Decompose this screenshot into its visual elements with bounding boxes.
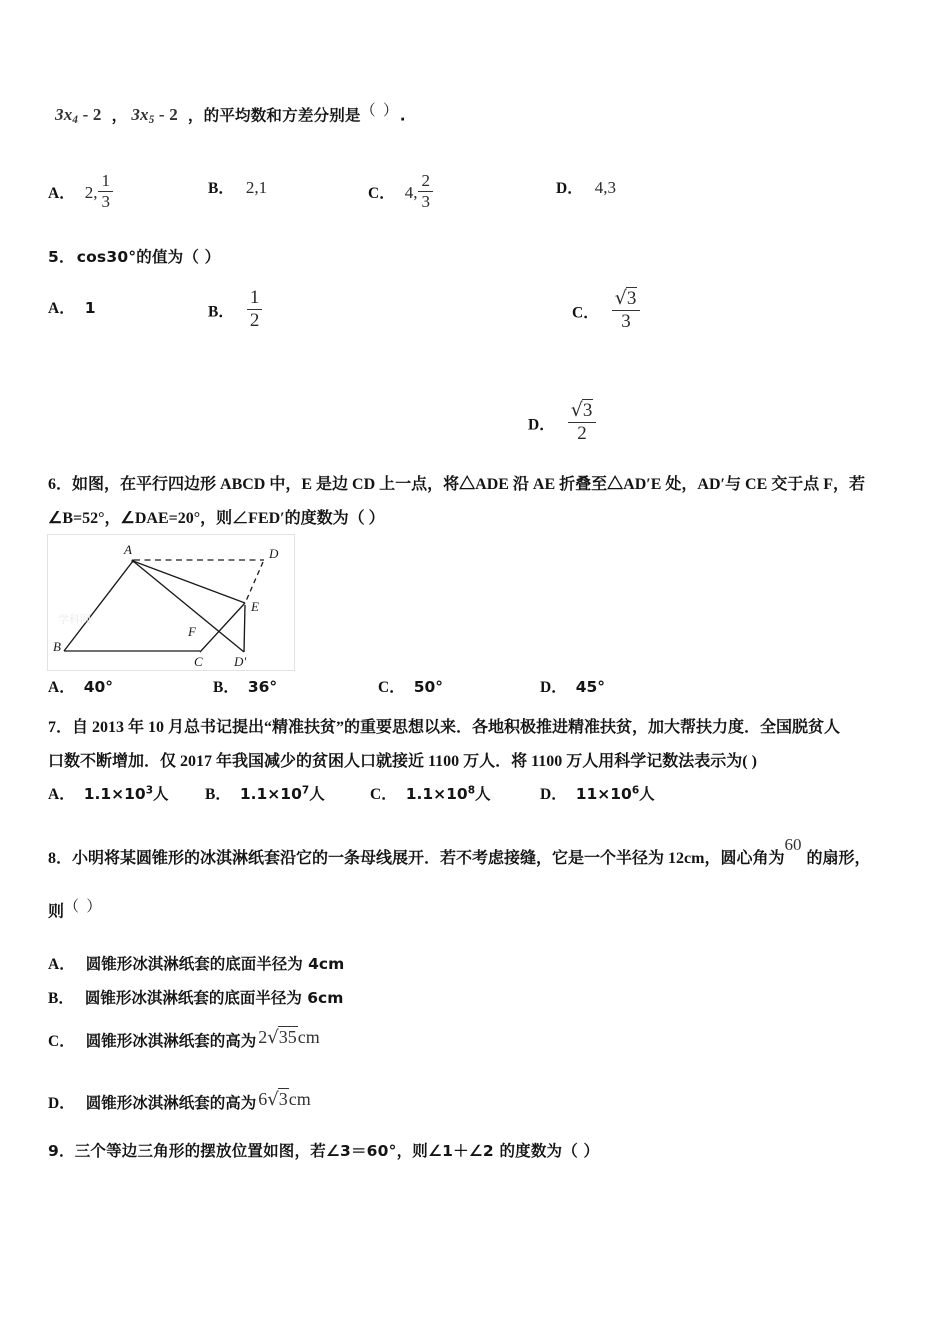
q6-option-d[interactable] xyxy=(540,675,605,697)
q9-number: 9． xyxy=(48,1142,75,1160)
q8-option-a-letter: A． xyxy=(48,956,75,973)
q7-line-1: 自 2013 年 10 月总书记提出“精准扶贫”的重要思想以来．各地积极推进精准扶贫，加大帮扶力度．全国脱贫人 xyxy=(72,719,841,736)
q6-line-2: ∠B=52°，∠DAE=20°，则∠FED′的度数为（ ） xyxy=(48,510,385,527)
q7-option-d[interactable] xyxy=(540,782,655,804)
q8-option-b-letter: B． xyxy=(48,990,74,1007)
q7-option-d-value: $11\times 10^6$人 xyxy=(575,784,655,803)
q8-option-d-text: 圆锥形冰淇淋纸套的高为 xyxy=(85,1094,257,1113)
q6-option-c-letter: C． xyxy=(378,679,405,696)
q4-option-b[interactable] xyxy=(208,176,267,198)
q8-number: 8． xyxy=(48,849,73,867)
q6-figure-svg xyxy=(48,535,292,668)
q5-option-d[interactable] xyxy=(528,400,597,444)
q5-option-b[interactable] xyxy=(208,288,263,331)
question-5-stem xyxy=(48,242,220,272)
q8-option-c-value: 2√35cm xyxy=(258,1027,320,1048)
sqrt-icon: √3 xyxy=(267,1089,288,1110)
q4-expr-1: $3x_4 - 2$ xyxy=(55,105,102,127)
q5-option-d-letter: D． xyxy=(528,416,555,434)
figure-watermark: 学科网 xyxy=(58,614,91,626)
q4-option-c-letter: C． xyxy=(368,185,395,203)
q8-option-c[interactable] xyxy=(48,1027,320,1051)
q8-option-c-text: 圆锥形冰淇淋纸套的高为 xyxy=(85,1032,257,1051)
q7-number: 7． xyxy=(48,719,73,736)
q7-line-2: 口数不断增加．仅 2017 年我国减少的贫困人口就接近 1100 万人．将 1100 万人用科学记数法表示为( ) xyxy=(48,753,757,770)
q7-option-c-letter: C． xyxy=(370,786,397,803)
question-7-stem xyxy=(48,713,928,743)
figure-label-E: E xyxy=(251,599,259,614)
q6-option-a-letter: A． xyxy=(48,679,75,696)
q4-option-b-letter: B． xyxy=(208,180,234,197)
figure-label-D-prime: D' xyxy=(234,654,247,668)
q4-option-a-value: 2, $\frac{1}{3}$ xyxy=(85,183,114,202)
q8-line-1b: 的扇形， xyxy=(806,849,871,867)
q5-option-a[interactable] xyxy=(48,296,96,318)
q7-option-b-value: $1.1\times 10^7$人 xyxy=(239,784,325,803)
q4-option-d-letter: D． xyxy=(556,180,583,197)
q8-option-c-letter: C． xyxy=(48,1033,75,1051)
q5-option-d-value: $\frac{√3}{2}$ xyxy=(567,413,598,434)
q8-option-b[interactable] xyxy=(48,986,343,1008)
q8-option-a-text: 圆锥形冰淇淋纸套的底面半径为 4cm xyxy=(85,955,345,973)
q6-option-c[interactable] xyxy=(378,675,443,697)
q7-option-b[interactable] xyxy=(205,782,325,804)
q7-option-a[interactable] xyxy=(48,782,169,804)
q4-option-a-letter: A． xyxy=(48,185,75,203)
question-4-stem xyxy=(55,96,915,135)
q5-option-c-letter: C． xyxy=(572,304,599,322)
q5-option-a-letter: A． xyxy=(48,300,75,317)
q5-option-a-value: 1 xyxy=(84,299,96,317)
sqrt-icon: √35 xyxy=(267,1027,297,1048)
q4-comma-2: ， xyxy=(187,106,204,125)
q6-option-b[interactable] xyxy=(213,675,277,697)
q4-option-c-value: 4, $\frac{2}{3}$ xyxy=(405,183,434,202)
q6-figure xyxy=(47,534,295,671)
q6-option-c-value: 50° xyxy=(413,678,444,696)
q6-option-d-letter: D． xyxy=(540,679,567,696)
q8-option-d-value: 6√3cm xyxy=(258,1089,311,1110)
figure-label-D: D xyxy=(269,546,279,561)
q6-option-b-value: 36° xyxy=(247,678,278,696)
q8-line-2-lead: 则 xyxy=(48,903,65,921)
question-9-stem xyxy=(48,1136,928,1166)
q6-option-d-value: 45° xyxy=(575,678,606,696)
q6-number: 6． xyxy=(48,476,73,493)
q8-answer-blank[interactable]: （ ） xyxy=(64,899,104,915)
q7-option-a-letter: A． xyxy=(48,786,75,803)
q7-option-d-letter: D． xyxy=(540,786,567,803)
q6-option-a-value: 40° xyxy=(83,678,114,696)
sqrt-icon: √3 xyxy=(570,399,593,421)
q8-option-d[interactable] xyxy=(48,1089,311,1113)
q5-option-c-value: $\frac{√3}{3}$ xyxy=(611,301,642,322)
q6-option-a[interactable] xyxy=(48,675,113,697)
q8-option-b-text: 圆锥形冰淇淋纸套的底面半径为 6cm xyxy=(84,989,344,1007)
q4-period: . xyxy=(399,106,406,125)
q4-stem-text: 的平均数和方差分别是 xyxy=(203,106,361,125)
q6-option-b-letter: B． xyxy=(213,679,239,696)
sqrt-icon: √3 xyxy=(614,287,637,309)
q4-option-c[interactable] xyxy=(368,172,434,211)
q7-option-a-value: $1.1\times 10^3$人 xyxy=(83,784,169,803)
q6-line-1: 如图，在平行四边形 ABCD 中，E 是边 CD 上一点，将△ADE 沿 AE 折叠至△AD′E 处，AD′与 CE 交于点 F，若 xyxy=(72,476,866,493)
q5-option-b-value: $\frac{1}{2}$ xyxy=(246,300,264,321)
q5-option-c[interactable] xyxy=(572,288,641,332)
figure-label-B: B xyxy=(53,639,61,654)
figure-label-A: A xyxy=(124,542,132,557)
q8-option-a[interactable] xyxy=(48,952,344,974)
q9-stem-text: 三个等边三角形的摆放位置如图，若∠3＝60°，则∠1＋∠2 的度数为（ ） xyxy=(74,1142,600,1160)
q5-option-b-letter: B． xyxy=(208,303,234,321)
figure-label-F: F xyxy=(188,624,196,639)
figure-label-C: C xyxy=(194,654,203,668)
q7-option-c[interactable] xyxy=(370,782,491,804)
q4-option-b-value: 2,1 xyxy=(245,178,268,197)
question-8-stem xyxy=(48,830,936,874)
q4-option-d-value: 4,3 xyxy=(594,178,616,197)
q5-stem-text: cos30°的值为（ ） xyxy=(76,248,221,266)
q8-option-d-letter: D． xyxy=(48,1095,75,1113)
q5-number: 5． xyxy=(48,248,75,266)
q4-option-d[interactable] xyxy=(556,176,616,198)
question-6-stem xyxy=(48,470,924,500)
q7-option-c-value: $1.1\times 10^8$人 xyxy=(405,784,491,803)
q8-line-1a: 小明将某圆锥形的冰淇淋纸套沿它的一条母线展开．若不考虑接缝，它是一个半径为 12cm，圆心角为 xyxy=(72,849,785,867)
q7-option-b-letter: B． xyxy=(205,786,231,803)
q4-answer-blank[interactable]: （ ） xyxy=(360,103,400,119)
q4-comma-1: ， xyxy=(111,106,128,125)
q8-line-2 xyxy=(48,892,103,927)
q8-central-angle: 60 xyxy=(784,835,802,854)
q4-option-a[interactable] xyxy=(48,172,114,211)
q4-expr-2: $3x_5 - 2$ xyxy=(131,105,178,127)
